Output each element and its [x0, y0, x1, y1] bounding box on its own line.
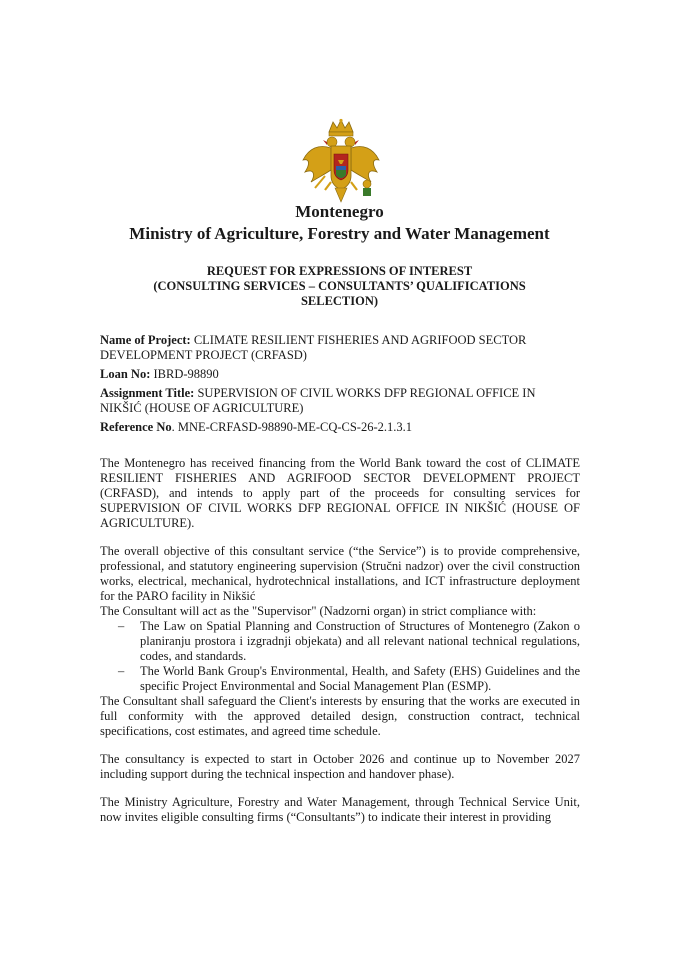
loan-value: IBRD-98890	[153, 367, 219, 381]
request-title-line: (CONSULTING SERVICES – CONSULTANTS’ QUALIFICATIONS	[153, 279, 526, 293]
loan-label: Loan No:	[100, 367, 151, 381]
reference-value: . MNE-CRFASD-98890-ME-CQ-CS-26-2.1.3.1	[171, 420, 413, 434]
loan-row	[100, 367, 580, 382]
list-item	[100, 619, 580, 664]
paragraph-supervisor-role: The Consultant will act as the "Supervisor" (Nadzorni organ) in strict compliance with:	[100, 604, 537, 618]
list-item-text: The World Bank Group's Environmental, Health, and Safety (EHS) Guidelines and the specific Project Environmental and Social Management Plan (ESMP).	[140, 664, 580, 693]
dash-bullet-icon: –	[118, 664, 125, 678]
reference-label: Reference No	[100, 420, 172, 434]
paragraph-objective: The overall objective of this consultant service (“the Service”) is to provide comprehensive, professional, and statutory engineering supervision (Stručni nadzor) over the civil construction works, electrical, mechanical, hydrotechnical installations, and ICT infrastructure deployment for the PARO facility in Nikšić	[100, 544, 580, 603]
request-title-line: REQUEST FOR EXPRESSIONS OF INTEREST	[206, 264, 473, 278]
country-heading: Montenegro	[295, 202, 384, 221]
assignment-row	[100, 386, 580, 416]
assignment-label: Assignment Title:	[100, 386, 195, 400]
dash-bullet-icon: –	[118, 619, 125, 633]
montenegro-coat-of-arms-icon	[301, 118, 381, 204]
project-name-row	[100, 333, 580, 363]
project-details	[100, 333, 580, 439]
request-title-line: SELECTION)	[300, 294, 379, 308]
list-item-text: The Law on Spatial Planning and Construction of Structures of Montenegro (Zakon o planiranju prostora i izgradnji objekata) and all relevant national technical regulations, codes, and standards.	[140, 619, 580, 663]
document-body	[100, 456, 580, 825]
paragraph-safeguard: The Consultant shall safeguard the Client's interests by ensuring that the works are executed in full conformity with the approved detailed design, construction contract, technical specifications, cost estimates, and agreed time schedule.	[100, 694, 580, 738]
ministry-heading: Ministry of Agriculture, Forestry and Water Management	[129, 224, 550, 243]
paragraph-timeline: The consultancy is expected to start in October 2026 and continue up to November 2027 including support during the technical inspection and handover phase).	[100, 752, 580, 781]
list-item	[100, 664, 580, 694]
paragraph-invitation: The Ministry Agriculture, Forestry and Water Management, through Technical Service Unit, now invites eligible consulting firms (“Consultants”) to indicate their interest in providing	[100, 795, 580, 824]
project-name-label: Name of Project:	[100, 333, 191, 347]
paragraph-financing: The Montenegro has received financing from the World Bank toward the cost of CLIMATE RESILIENT FISHERIES AND AGRIFOOD SECTOR DEVELOPMENT PROJECT (CRFASD), and intends to apply part of the proceeds for consulting services for SUPERVISION OF CIVIL WORKS DFP REGIONAL OFFICE IN NIKŠIĆ (HOUSE OF AGRICULTURE).	[100, 456, 580, 530]
request-title	[100, 264, 579, 309]
assignment-value: SUPERVISION OF CIVIL WORKS DFP REGIONAL OFFICE IN NIKŠIĆ (HOUSE OF AGRICULTURE)	[100, 386, 536, 415]
project-name-value: CLIMATE RESILIENT FISHERIES AND AGRIFOOD SECTOR DEVELOPMENT PROJECT (CRFASD)	[100, 333, 527, 362]
reference-row	[100, 420, 580, 435]
